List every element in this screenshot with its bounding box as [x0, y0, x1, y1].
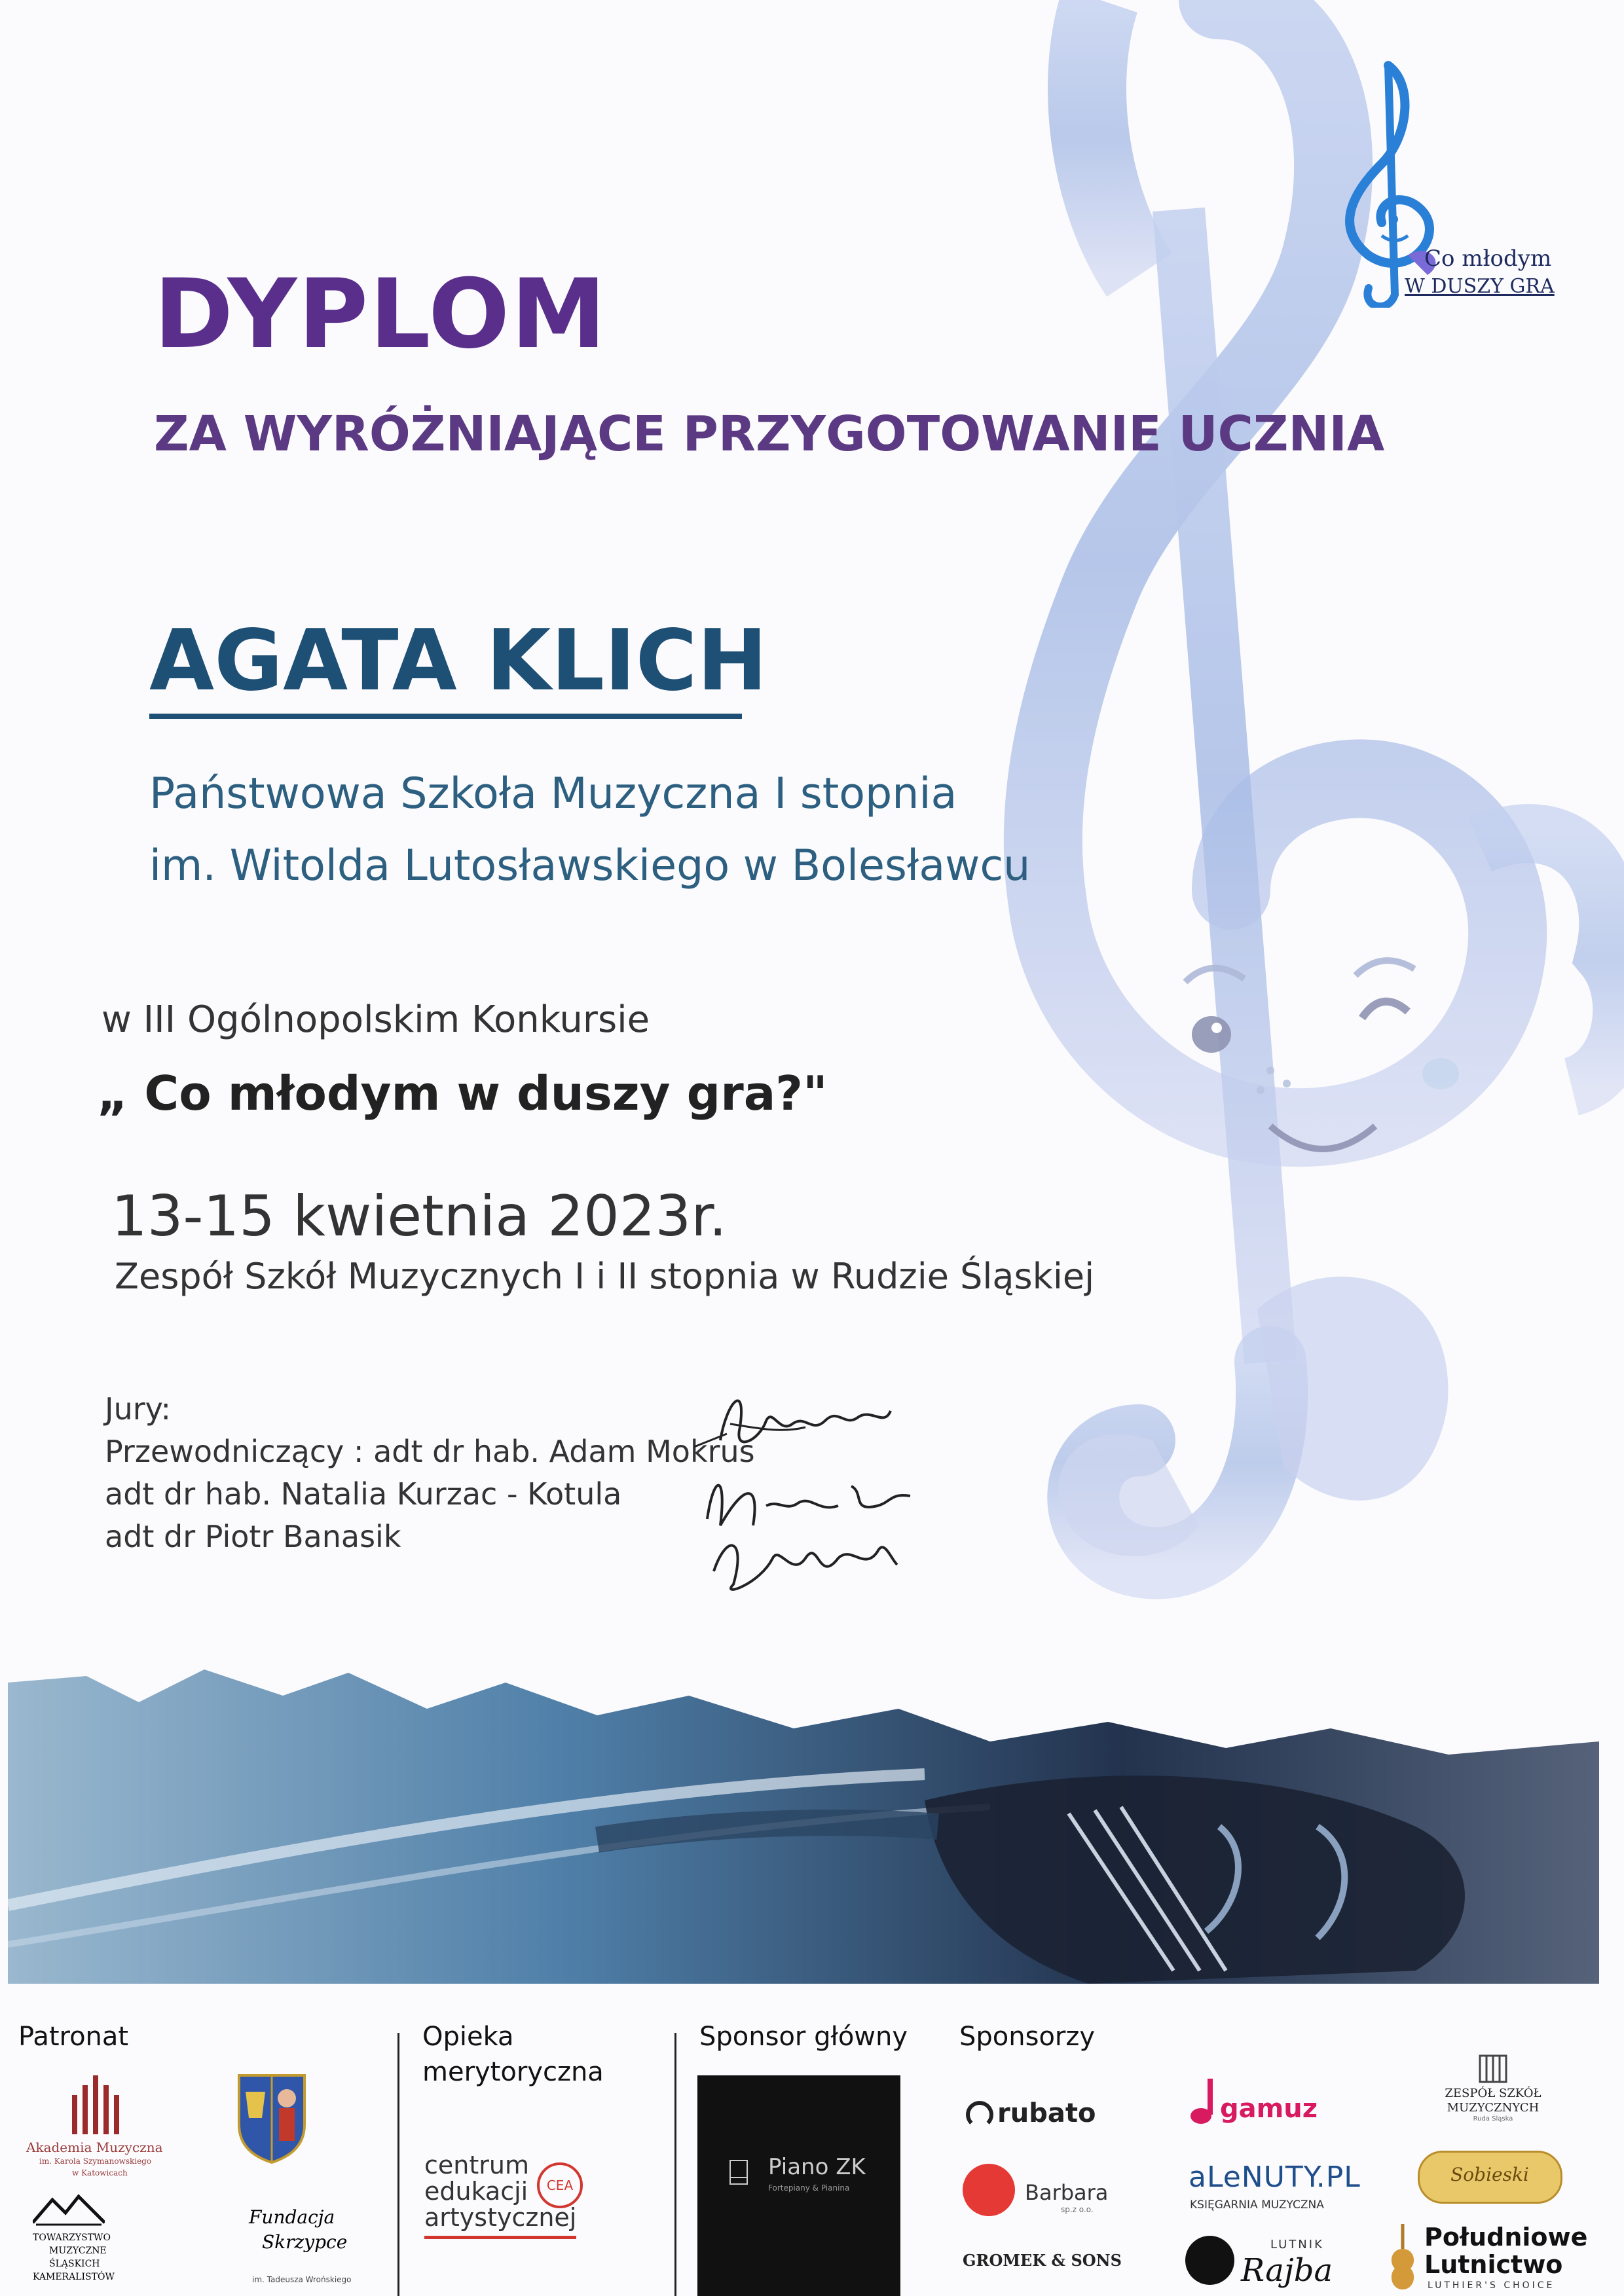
competition-intro: w III Ogólnopolskim Konkursie — [101, 998, 650, 1041]
diploma-subtitle: ZA WYRÓŻNIAJĄCE PRZYGOTOWANIE UCZNIA — [154, 406, 1385, 462]
piano-zk-logo — [697, 2075, 900, 2296]
patronat-label: Patronat — [18, 2022, 129, 2052]
barbara-text: Barbara — [1025, 2180, 1109, 2205]
school-line-2: im. Witolda Lutosławskiego w Bolesławcu — [149, 841, 1031, 890]
cea-line2: edukacji — [424, 2177, 528, 2206]
cea-logo — [424, 2151, 621, 2242]
violin-icon — [1388, 2223, 1418, 2291]
competition-title: „ Co młodym w duszy gra?" — [97, 1066, 828, 1121]
gromek-logo: GROMEK & SONS — [963, 2251, 1122, 2270]
opieka-label-2: merytoryczna — [422, 2057, 604, 2087]
piano-zk-tagline: Fortepiany & Pianina — [768, 2183, 850, 2193]
recipient-name: AGATA KLICH — [149, 612, 767, 710]
competition-date: 13-15 kwietnia 2023r. — [111, 1184, 727, 1249]
towarzystwo-logo — [26, 2193, 151, 2291]
akademia-line2: im. Karola Szymanowskiego — [39, 2157, 152, 2166]
sobieski-logo — [1418, 2151, 1562, 2203]
akademia-muzyczna-logo — [20, 2075, 177, 2187]
cea-line3: artystycznej — [424, 2203, 577, 2232]
alenuty-logo — [1189, 2160, 1359, 2219]
footer-divider — [397, 2033, 399, 2296]
akademia-line3: w Katowicach — [72, 2168, 128, 2178]
piano-zk-name: Piano ZK — [768, 2154, 866, 2180]
towarzystwo-line2: MUZYCZNE — [49, 2246, 107, 2256]
school-line-1: Państwowa Szkoła Muzyczna I stopnia — [149, 769, 957, 818]
barbara-icon — [963, 2164, 1015, 2216]
jury-heading: Jury: — [105, 1391, 172, 1427]
rubato-icon — [966, 2101, 993, 2128]
lutnictwo-line3: LUTHIER'S CHOICE — [1428, 2280, 1555, 2291]
piano-icon — [729, 2159, 748, 2185]
rubato-text: rubato — [997, 2098, 1096, 2128]
rajba-line2: Rajba — [1241, 2252, 1333, 2289]
fundacja-line2: Skrzypce — [262, 2231, 348, 2253]
towarzystwo-line1: TOWARZYSTWO — [33, 2232, 111, 2243]
building-icon — [1473, 2046, 1513, 2085]
festival-logo-line2: W DUSZY GRA — [1405, 275, 1555, 298]
footer-divider — [674, 2033, 676, 2296]
akademia-line1: Akademia Muzyczna — [26, 2140, 163, 2155]
rajba-icon — [1185, 2236, 1234, 2285]
violin-band-image — [8, 1656, 1599, 1984]
alenuty-text: aLeNUTY.PL — [1189, 2160, 1361, 2194]
diploma-title: DYPLOM — [154, 259, 608, 370]
organ-pipes-icon — [65, 2075, 131, 2134]
sponsor-glowny-label: Sponsor główny — [699, 2022, 908, 2052]
jury-signatures — [668, 1362, 950, 1611]
fundacja-logo — [223, 2206, 373, 2295]
towarzystwo-line3: ŚLĄSKICH — [49, 2259, 100, 2269]
alenuty-sub: KSIĘGARNIA MUZYCZNA — [1190, 2198, 1324, 2212]
gamuz-text: gamuz — [1220, 2094, 1318, 2124]
gamuz-note-icon — [1184, 2075, 1223, 2128]
zsm-line1: ZESPÓŁ SZKÓŁ — [1445, 2086, 1541, 2100]
name-underline — [149, 714, 742, 719]
rajba-line1: LUTNIK — [1270, 2238, 1324, 2251]
festival-logo-line1: Co młodym — [1424, 246, 1552, 272]
zsm-ruda-logo — [1418, 2046, 1568, 2124]
zsm-line3: Ruda Śląska — [1473, 2115, 1513, 2123]
rajba-logo — [1185, 2232, 1356, 2295]
festival-logo — [1316, 59, 1565, 321]
fundacja-line3: im. Tadeusza Wrońskiego — [252, 2275, 352, 2284]
opieka-label-1: Opieka — [422, 2022, 514, 2052]
fundacja-line1: Fundacja — [249, 2206, 335, 2228]
competition-venue: Zespół Szkół Muzycznych I i II stopnia w Rudzie Śląskiej — [115, 1256, 1095, 1297]
sobieski-text: Sobieski — [1450, 2164, 1529, 2185]
rubato-logo — [966, 2098, 1149, 2131]
lutnictwo-line2: Lutnictwo — [1424, 2250, 1563, 2279]
barbara-sub: sp.z o.o. — [1061, 2205, 1094, 2214]
cea-mark-icon: CEA — [537, 2162, 583, 2208]
towarzystwo-line4: KAMERALISTÓW — [33, 2272, 115, 2282]
gamuz-logo — [1184, 2075, 1341, 2134]
jury-member: adt dr hab. Natalia Kurzac - Kotula — [105, 1476, 622, 1512]
poludniowe-lutnictwo-logo — [1388, 2223, 1604, 2295]
mountains-icon — [33, 2193, 105, 2226]
lutnictwo-line1: Południowe — [1424, 2223, 1588, 2251]
sponsorzy-label: Sponsorzy — [959, 2022, 1096, 2052]
jury-member: adt dr Piotr Banasik — [105, 1519, 401, 1554]
cea-line1: centrum — [424, 2151, 529, 2179]
barbara-logo — [963, 2160, 1133, 2219]
jury-member: Przewodniczący : adt dr hab. Adam Mokrus — [105, 1434, 755, 1469]
coat-of-arms-icon — [236, 2072, 308, 2164]
zsm-line2: MUZYCZNYCH — [1447, 2101, 1540, 2115]
cea-underline — [424, 2236, 576, 2239]
